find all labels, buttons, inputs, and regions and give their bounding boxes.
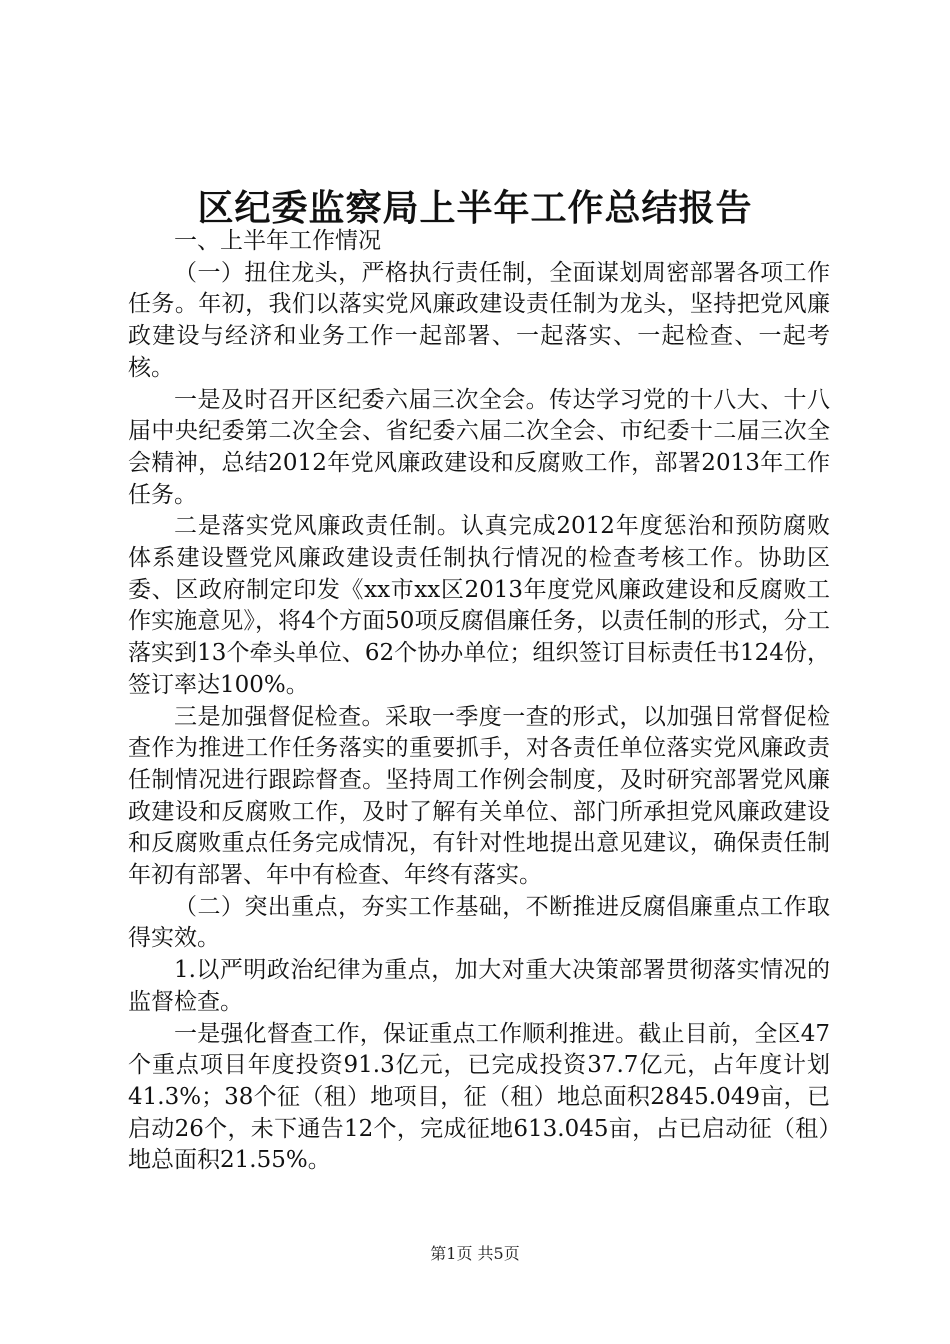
paragraph: 1.以严明政治纪律为重点，加大对重大决策部署贯彻落实情况的监督检查。 — [128, 957, 830, 1015]
paragraph: 三是加强督促检查。采取一季度一查的形式，以加强日常督促检查作为推进工作任务落实的重要抓手，对各责任单位落实党风廉政责任制情况进行跟踪督查。坚持周工作例会制度，及时研究部署党风廉政建设和反腐败工作，及时了解有关单位、部门所承担党风廉政建设和反腐败重点任务完成情况，有针对性地提出意见建议，确保责任制年初有部署、年中有检查、年终有落实。 — [128, 703, 830, 889]
subsection-heading: （二）突出重点，夯实工作基础，不断推进反腐倡廉重点工作取得实效。 — [128, 893, 830, 952]
paragraph: 二是落实党风廉政责任制。认真完成2012年度惩治和预防腐败体系建设暨党风廉政建设责任制执行情况的检查考核工作。协助区委、区政府制定印发《xx市xx区2013年度党风廉政建设和反腐败工作实施意见》，将4个方面50项反腐倡廉任务，以责任制的形式，分工落实到13个牵头单位、62个协办单位；组织签订目标责任书124份，签订率达100%。 — [128, 513, 830, 698]
document-body — [128, 226, 830, 1177]
section-heading: 一、上半年工作情况 — [174, 228, 381, 254]
page-footer: 第1页 共5页 — [430, 1244, 520, 1263]
paragraph: （一）扭住龙头，严格执行责任制，全面谋划周密部署各项工作任务。年初，我们以落实党风廉政建设责任制为龙头，坚持把党风廉政建设与经济和业务工作一起部署、一起落实、一起检查、一起考核。 — [128, 259, 830, 381]
document-title: 区纪委监察局上半年工作总结报告 — [197, 187, 753, 229]
paragraph: 一是强化督查工作，保证重点工作顺利推进。截止目前，全区47个重点项目年度投资91.3亿元，已完成投资37.7亿元，占年度计划41.3%；38个征（租）地项目，征（租）地总面积2845.049亩，已启动26个，未下通告12个，完成征地613.045亩，占已启动征（租）地总面积21.55%。 — [128, 1020, 830, 1174]
paragraph: 一是及时召开区纪委六届三次全会。传达学习党的十八大、十八届中央纪委第二次全会、省纪委六届二次全会、市纪委十二届三次全会精神，总结2012年党风廉政建设和反腐败工作，部署2013年工作任务。 — [128, 386, 830, 508]
